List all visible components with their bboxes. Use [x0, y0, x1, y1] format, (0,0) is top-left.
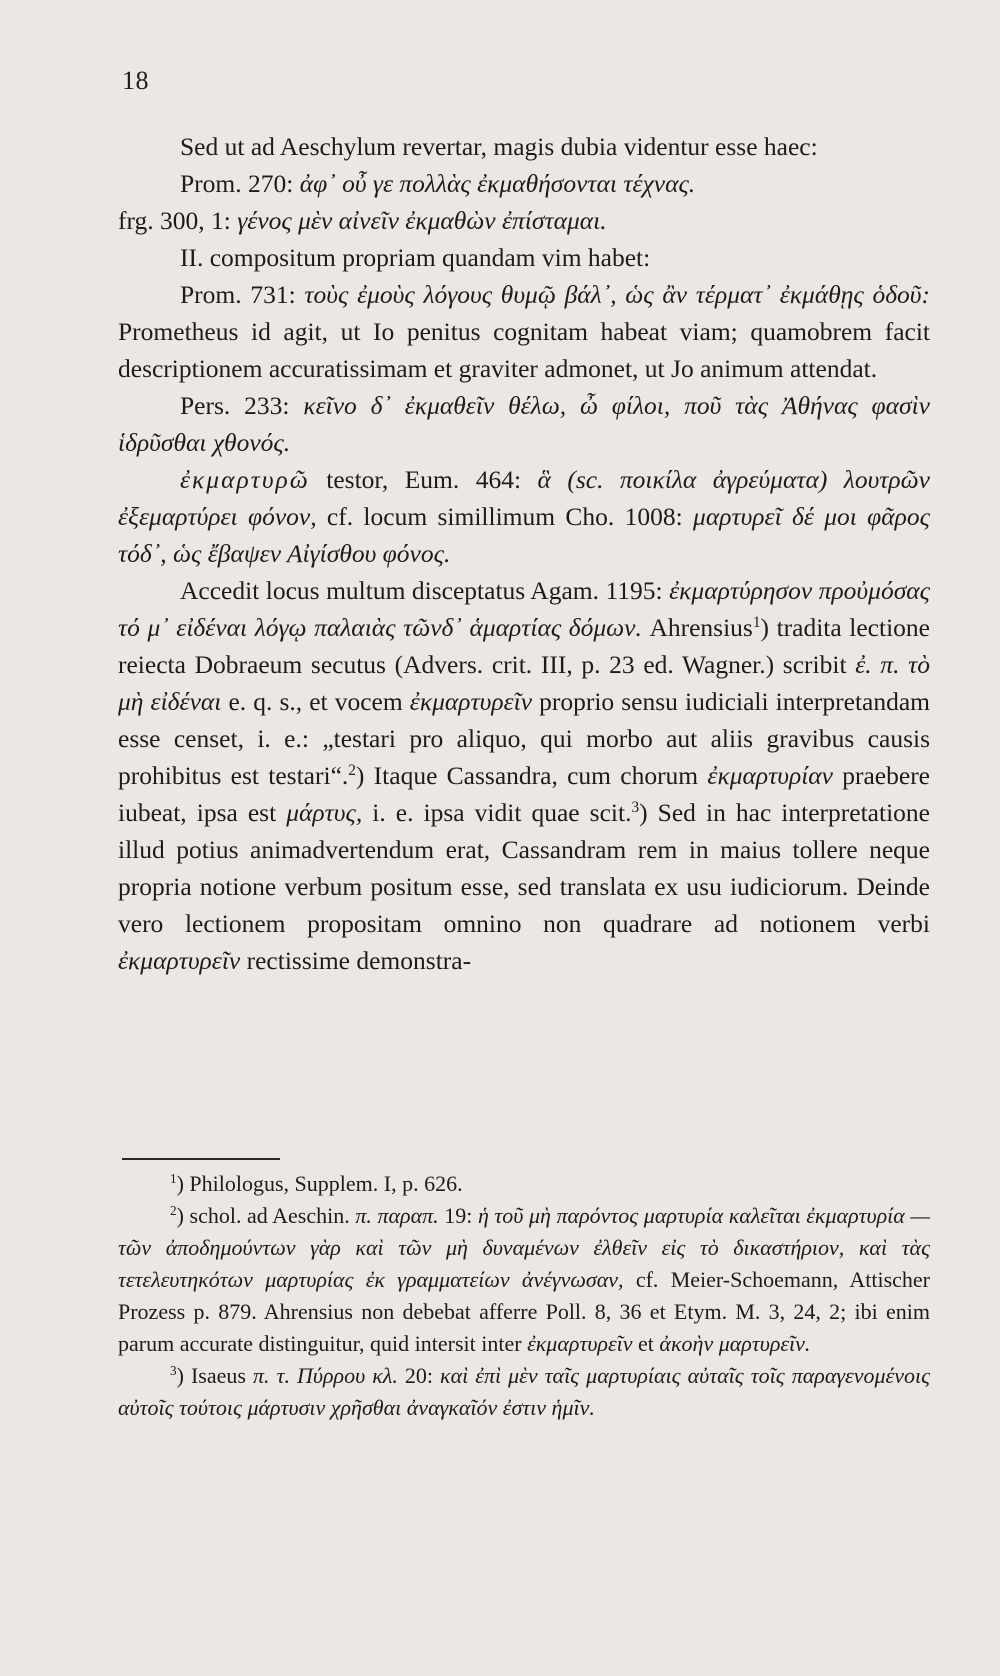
footnote-ref-1: 1 [752, 613, 761, 631]
footnotes [118, 1168, 930, 1424]
footnote-ref-2: 2 [348, 761, 356, 779]
footnote-2: $^2$) schol. ad Aeschin. π. παραπ. 19: ἡ τοῦ μὴ παρόντος μαρτυρία καλεῖται ἐκμαρτυρία — τῶν ἀποδημούντων γὰρ καὶ τῶν μὴ δυναμένων ἐλθεῖν εἰς τὸ δικαστήριον, καὶ τὰς τετελευτηκότων μαρτυρίας ἐκ γραμματείων ἀνέγνωσαν, cf. Meier-Schoemann, Attischer Prozess p. 879. Ahrensius non debebat afferre Poll. 8, 36 et Etym. M. 3, 24, 2; ibi enim parum accurate distinguitur, quid intersit inter ἐκμαρτυρεῖν et ἀκοὴν μαρτυρεῖν. [118, 1203, 930, 1356]
page-number: 18 [122, 66, 149, 95]
footnote-divider [122, 1158, 280, 1160]
footnote-1: $^1$) Philologus, Supplem. I, p. 626. [170, 1171, 463, 1196]
body-text [118, 128, 930, 979]
footnote-3: $^3$) Isaeus π. τ. Πύρρου κλ. 20: καὶ ἐπὶ μὲν ταῖς μαρτυρίαις αὐταῖς τοῖς παραγενομένοις αὐτοῖς τούτοις μάρτυσιν χρῆσθαι ἀναγκαῖόν ἐστιν ἡμῖν. [118, 1363, 930, 1420]
paragraph-prom-731: Prom. 731: τοὺς ἐμοὺς λόγους θυμῷ βάλ᾽, ὡς ἂν τέρματ᾽ ἐκμάθῃς ὁδοῦ: Prometheus id agit, ut Io penitus cognitam habeat viam; quamobrem facit descriptionem accuratissimam et graviter admonet, ut Jo animum attendat. [118, 280, 930, 383]
footnote-ref-3: 3 [631, 798, 640, 816]
quote-frg-300: frg. 300, 1: γένος μὲν αἰνεῖν ἐκμαθὼν ἐπίσταμαι. [118, 206, 607, 235]
paragraph-intro: Sed ut ad Aeschylum revertar, magis dubia videntur esse haec: [180, 132, 818, 161]
section-heading-ii: II. compositum propriam quandam vim habet: [180, 243, 651, 272]
paragraph-ekmartyro: ἐκμαρτυρῶ testor, Eum. 464: ἃ (sc. ποικίλα ἀγρεύματα) λουτρῶν ἐξεμαρτύρει φόνον, cf. locum simillimum Cho. 1008: μαρτυρεῖ δέ μοι φᾶρος τόδ᾽, ὡς ἔβαψεν Αἰγίσθου φόνος. [118, 465, 930, 568]
paragraph-pers-233: Pers. 233: κεῖνο δ᾽ ἐκμαθεῖν θέλω, ὦ φίλοι, ποῦ τὰς Ἀθήνας φασὶν ἱδρῦσθαι χθονός. [118, 391, 931, 457]
paragraph-agam-1195: Accedit locus multum disceptatus Agam. 1195: ἐκμαρτύρησον προὐμόσας τό μ᾽ εἰδέναι λόγῳ παλαιὰς τῶνδ᾽ ἁμαρτίας δόμων. Ahrensius$^1$) tradita lectione reiecta Dobraeum secutus (Advers. crit. III, p. 23 ed. Wagner.) scribit ἐ. π. τὸ μὴ εἰδέναι e. q. s., et vocem ἐκμαρτυρεῖν proprio sensu iudiciali interpretandam esse censet, i. e.: „testari pro aliquo, qui morbo aut aliis gravibus causis prohibitus est testari“.$^2$) Itaque Cassandra, cum chorum ἐκμαρτυρίαν praebere iubeat, ipsa est μάρτυς, i. e. ipsa vidit quae scit.$^3$) Sed in hac interpretatione illud potius animadvertendum erat, Cassandram rem in maius tollere neque propria notione verbum positum esse, sed translata ex usu iudiciorum. Deinde vero lectionem propositam omnino non quadrare ad notionem verbi ἐκμαρτυρεῖν rectissime demonstra- [118, 576, 931, 975]
quote-prom-270: Prom. 270: ἀφ᾽ οὖ γε πολλὰς ἐκμαθήσονται τέχνας. [180, 169, 696, 198]
